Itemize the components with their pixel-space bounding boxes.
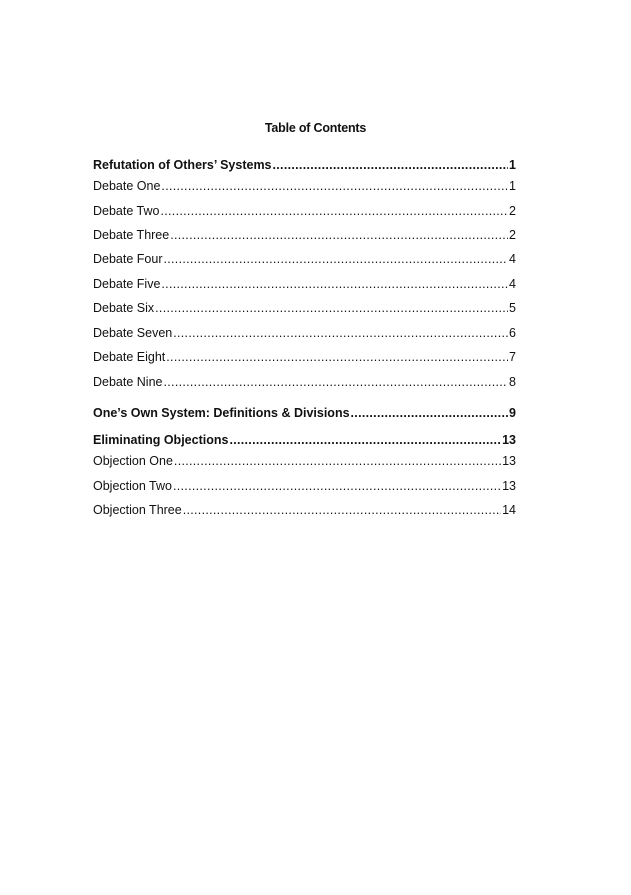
toc-entry-refutation-of-others-systems[interactable]	[93, 157, 516, 173]
toc-entry-label: Debate Two	[93, 204, 160, 218]
dot-leader	[170, 227, 508, 243]
toc-entry-label: Objection Two	[93, 479, 172, 493]
toc-entry-page: 4	[509, 277, 516, 291]
toc-entry-page: 13	[502, 454, 516, 468]
toc-entry-label: Debate Eight	[93, 350, 166, 364]
toc-entry-page: 9	[509, 406, 516, 420]
toc-entry-page: 6	[509, 326, 516, 340]
toc-entry-objection-three[interactable]	[93, 502, 516, 518]
dot-leader	[173, 325, 508, 341]
toc-entry-page: 13	[502, 479, 516, 493]
toc-entry-label: Debate Five	[93, 277, 161, 291]
toc-entry-label: Refutation of Others’ Systems	[93, 158, 272, 172]
dot-leader	[160, 203, 508, 219]
toc-entry-label: Debate Three	[93, 228, 170, 242]
toc-entry-label: Objection One	[93, 454, 173, 468]
toc-entry-label: Debate Nine	[93, 375, 163, 389]
toc-entry-objection-two[interactable]	[93, 478, 516, 494]
toc-entry-page: 7	[509, 350, 516, 364]
toc-entry-label: Eliminating Objections	[93, 433, 229, 447]
toc-title: Table of Contents	[264, 121, 367, 135]
toc-entry-label: Debate Seven	[93, 326, 173, 340]
toc-entry-label: Debate One	[93, 179, 161, 193]
dot-leader	[229, 432, 501, 448]
dot-leader	[273, 157, 509, 173]
dot-leader	[174, 453, 501, 469]
toc-entry-debate-two[interactable]	[93, 203, 516, 219]
toc-entry-page: 1	[509, 158, 516, 172]
toc-entry-debate-one[interactable]	[93, 178, 516, 194]
toc-entry-objection-one[interactable]	[93, 453, 516, 469]
dot-leader	[351, 405, 509, 421]
toc-entry-page: 2	[509, 204, 516, 218]
dot-leader	[163, 251, 508, 267]
toc-entry-debate-six[interactable]	[93, 300, 516, 316]
dot-leader	[166, 349, 508, 365]
toc-entry-debate-four[interactable]	[93, 251, 516, 267]
toc-entry-page: 14	[502, 503, 516, 517]
dot-leader	[161, 178, 508, 194]
toc-entry-page: 13	[502, 433, 516, 447]
toc-entry-page: 2	[509, 228, 516, 242]
toc-entry-page: 8	[509, 375, 516, 389]
toc-entry-page: 5	[509, 301, 516, 315]
dot-leader	[173, 478, 501, 494]
toc-entry-ones-own-system[interactable]	[93, 405, 516, 421]
toc-entry-label: One’s Own System: Definitions & Divisions	[93, 406, 350, 420]
toc-entry-debate-five[interactable]	[93, 276, 516, 292]
toc-entry-label: Debate Six	[93, 301, 155, 315]
toc-entry-label: Objection Three	[93, 503, 182, 517]
toc-entry-page: 1	[509, 179, 516, 193]
toc-entry-eliminating-objections[interactable]	[93, 432, 516, 448]
dot-leader	[155, 300, 508, 316]
dot-leader	[164, 374, 509, 390]
toc-entry-label: Debate Four	[93, 252, 163, 266]
toc-entry-debate-eight[interactable]	[93, 349, 516, 365]
toc-entry-page: 4	[509, 252, 516, 266]
dot-leader	[183, 502, 501, 518]
toc-entry-debate-three[interactable]	[93, 227, 516, 243]
toc-entry-debate-seven[interactable]	[93, 325, 516, 341]
dot-leader	[161, 276, 508, 292]
toc-entry-debate-nine[interactable]	[93, 374, 516, 390]
